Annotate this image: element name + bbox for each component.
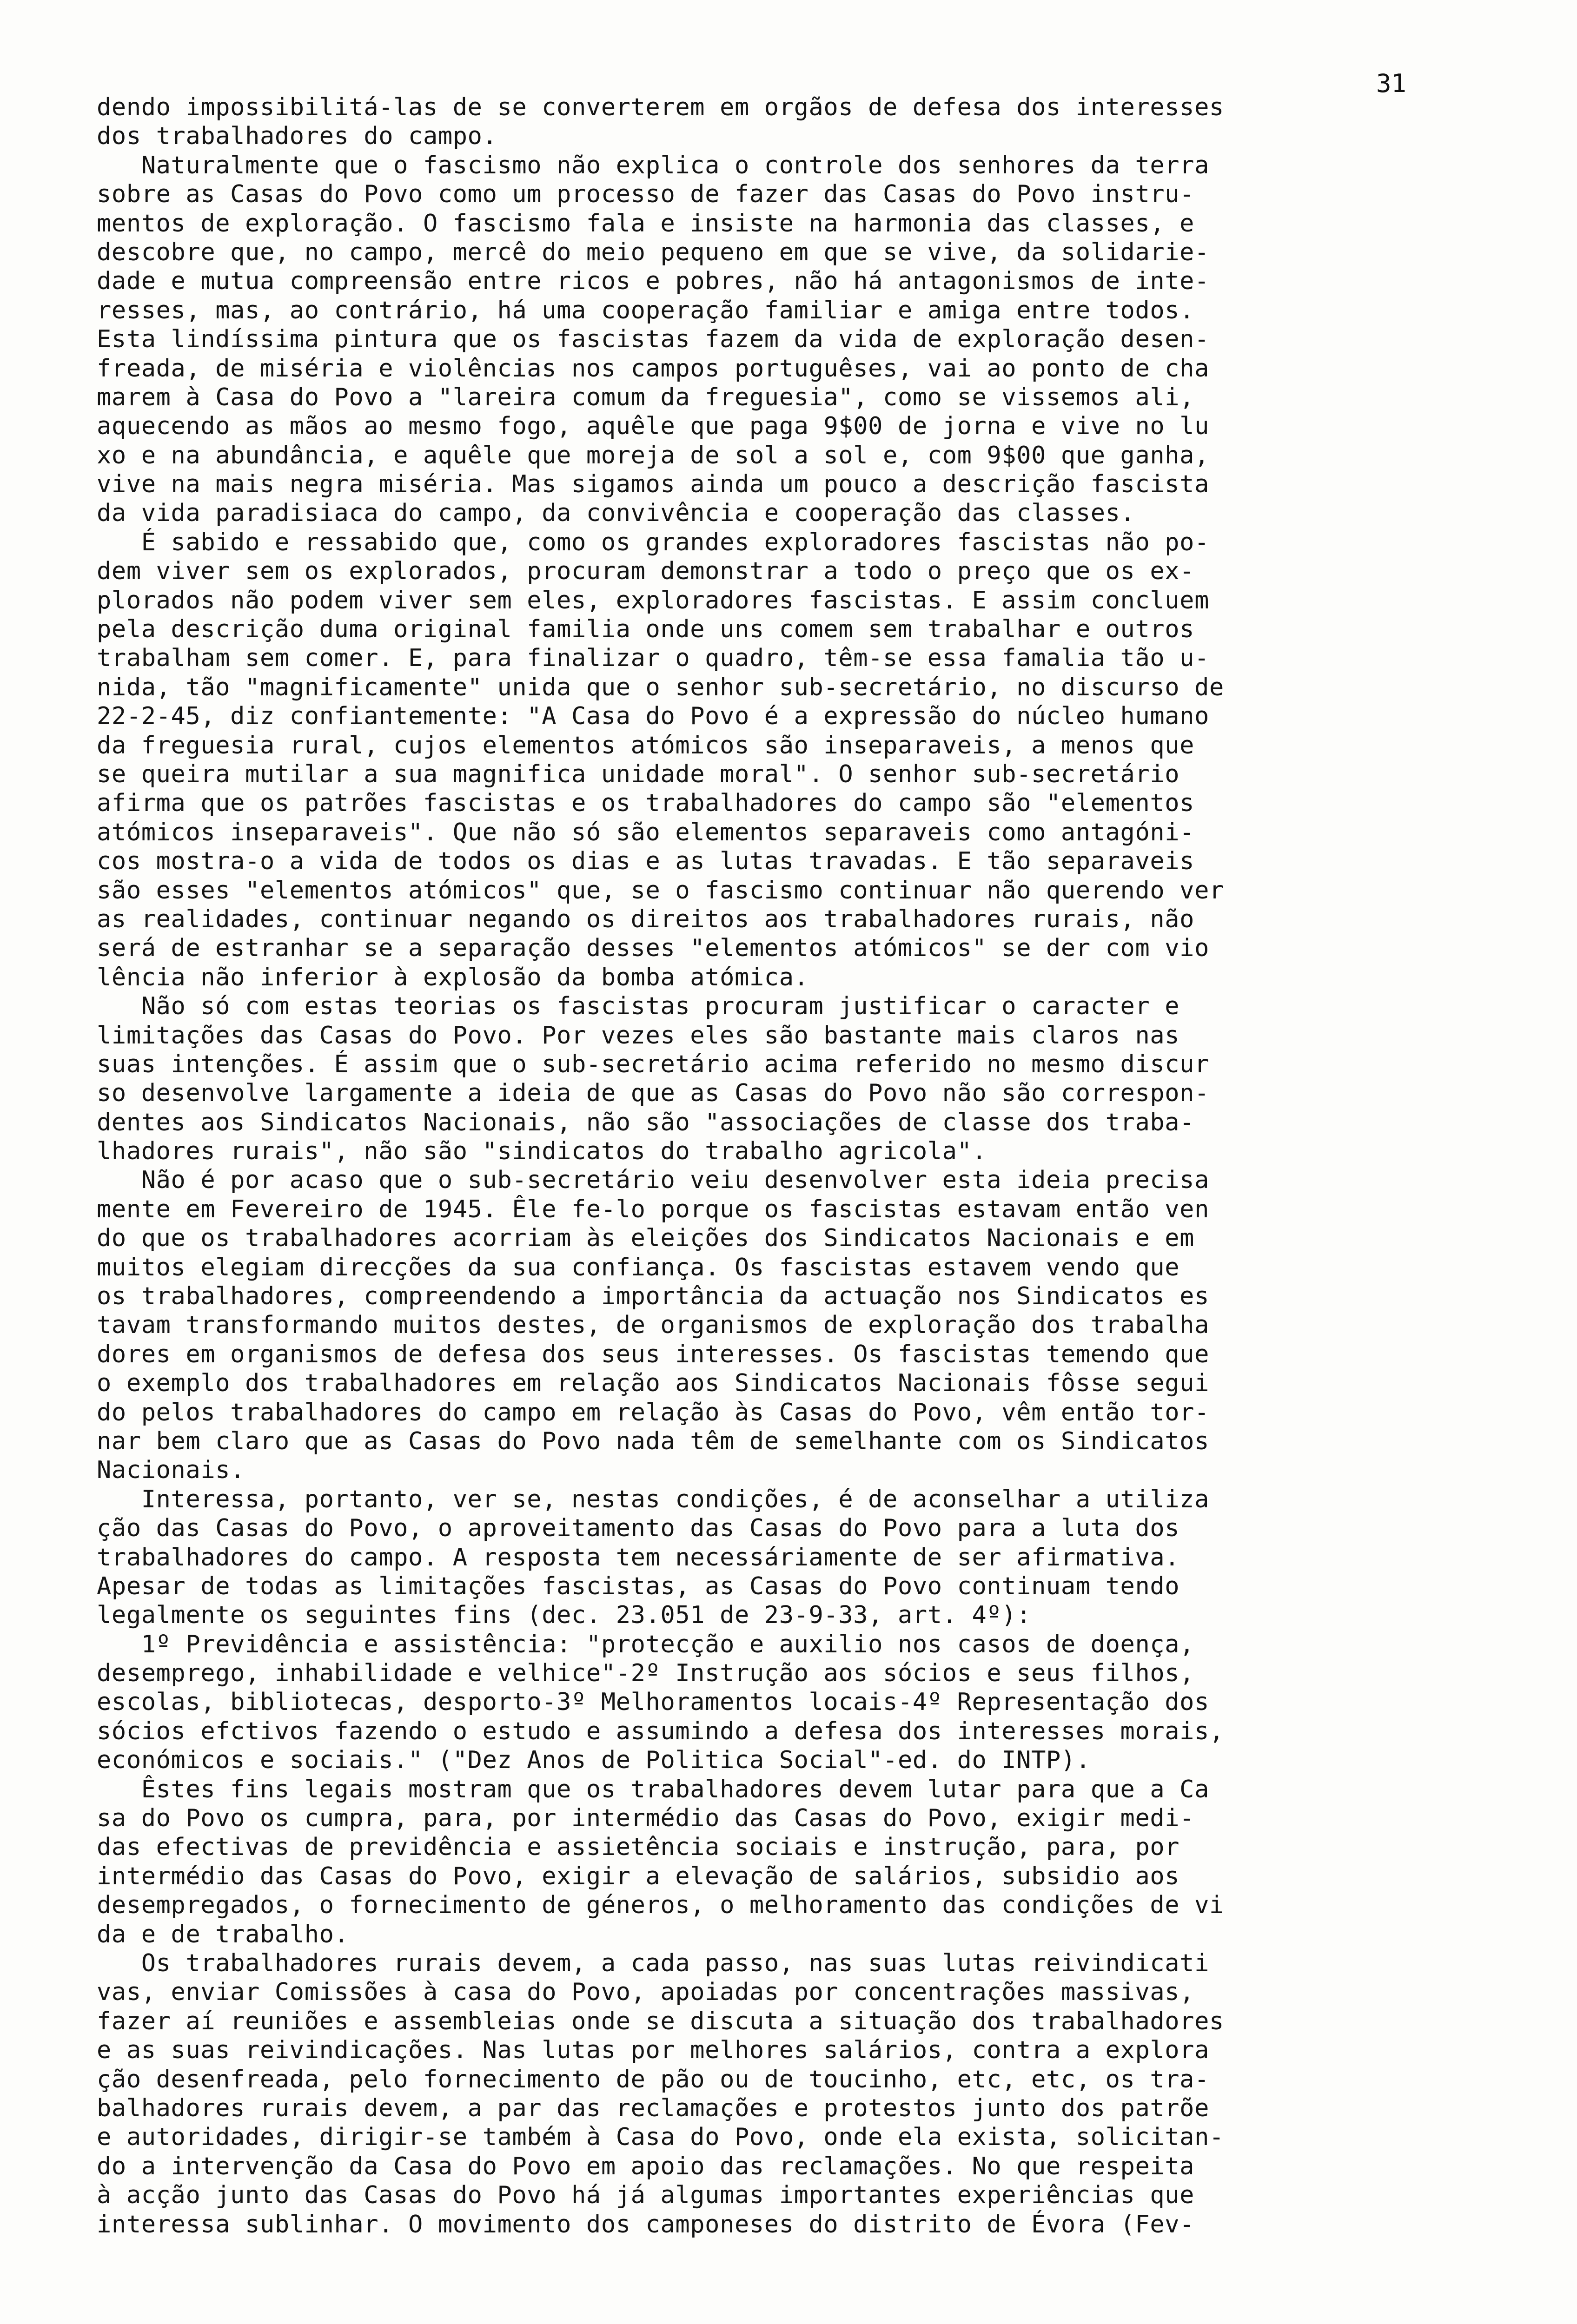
- text-line: os trabalhadores, compreendendo a importância da actuação nos Sindicatos es: [97, 1282, 1209, 1311]
- text-line: da freguesia rural, cujos elementos atómicos são inseparaveis, a menos que: [97, 731, 1195, 759]
- text-line: da e de trabalho.: [97, 1920, 349, 1948]
- text-line: da vida paradisiaca do campo, da convivência e cooperação das classes.: [97, 499, 1135, 528]
- text-line: mentos de exploração. O fascismo fala e insiste na harmonia das classes, e: [97, 209, 1195, 238]
- text-line: marem à Casa do Povo a "lareira comum da freguesia", como se vissemos ali,: [97, 383, 1195, 411]
- text-line: sa do Povo os cumpra, para, por intermédio das Casas do Povo, exigir medi-: [97, 1804, 1195, 1833]
- text-line: xo e na abundância, e aquêle que moreja de sol a sol e, com 9$00 que ganha,: [97, 441, 1209, 469]
- text-line: mente em Fevereiro de 1945. Êle fe-lo porque os fascistas estavam então ven: [97, 1195, 1209, 1223]
- text-line: do pelos trabalhadores do campo em relação às Casas do Povo, vêm então tor-: [97, 1398, 1209, 1426]
- text-line: Esta lindíssima pintura que os fascistas fazem da vida de exploração desen-: [97, 325, 1209, 354]
- text-line: legalmente os seguintes fins (dec. 23.051 de 23-9-33, art. 4º):: [97, 1601, 1032, 1630]
- text-line: Naturalmente que o fascismo não explica o controle dos senhores da terra: [97, 151, 1209, 179]
- text-line: as realidades, continuar negando os direitos aos trabalhadores rurais, não: [97, 905, 1195, 933]
- text-line: escolas, bibliotecas, desporto-3º Melhoramentos locais-4º Representação dos: [97, 1688, 1209, 1717]
- text-line: das efectivas de previdência e assietência sociais e instrução, para, por: [97, 1833, 1180, 1862]
- text-line: afirma que os patrões fascistas e os trabalhadores do campo são "elementos: [97, 789, 1195, 818]
- text-line: trabalhadores do campo. A resposta tem necessáriamente de ser afirmativa.: [97, 1543, 1180, 1571]
- text-line: Apesar de todas as limitações fascistas, as Casas do Povo continuam tendo: [97, 1572, 1180, 1600]
- text-line: lência não inferior à explosão da bomba atómica.: [97, 963, 809, 991]
- text-line: do a intervenção da Casa do Povo em apoio das reclamações. No que respeita: [97, 2152, 1195, 2180]
- text-line: Não é por acaso que o sub-secretário veiu desenvolver esta ideia precisa: [97, 1166, 1209, 1195]
- text-line: sócios efctivos fazendo o estudo e assumindo a defesa dos interesses morais,: [97, 1717, 1224, 1745]
- text-line: 1º Previdência e assistência: "protecção e auxilio nos casos de doença,: [97, 1630, 1195, 1658]
- text-line: vas, enviar Comissões à casa do Povo, apoiadas por concentrações massivas,: [97, 1978, 1195, 2007]
- text-line: ção desenfreada, pelo fornecimento de pão ou de toucinho, etc, etc, os tra-: [97, 2065, 1209, 2093]
- text-line: resses, mas, ao contrário, há uma cooperação familiar e amiga entre todos.: [97, 296, 1195, 324]
- text-line: suas intenções. É assim que o sub-secretário acima referido no mesmo discur: [97, 1050, 1209, 1078]
- text-line: nar bem claro que as Casas do Povo nada têm de semelhante com os Sindicatos: [97, 1427, 1209, 1455]
- text-line: pela descrição duma original familia onde uns comem sem trabalhar e outros: [97, 615, 1195, 644]
- text-line: dores em organismos de defesa dos seus interesses. Os fascistas temendo que: [97, 1340, 1209, 1368]
- text-line: interessa sublinhar. O movimento dos camponeses do distrito de Évora (Fev-: [97, 2210, 1195, 2238]
- text-line: lhadores rurais", não são "sindicatos do trabalho agricola".: [97, 1137, 987, 1166]
- text-line: intermédio das Casas do Povo, exigir a elevação de salários, subsidio aos: [97, 1862, 1180, 1890]
- text-line: aquecendo as mãos ao mesmo fogo, aquêle que paga 9$00 de jorna e vive no lu: [97, 412, 1209, 441]
- text-line: Interessa, portanto, ver se, nestas condições, é de aconselhar a utiliza: [97, 1485, 1209, 1513]
- text-line: Êstes fins legais mostram que os trabalhadores devem lutar para que a Ca: [97, 1775, 1209, 1803]
- text-line: e autoridades, dirigir-se também à Casa do Povo, onde ela exista, solicitan-: [97, 2123, 1224, 2152]
- text-line: vive na mais negra miséria. Mas sigamos ainda um pouco a descrição fascista: [97, 470, 1209, 499]
- text-line: atómicos inseparaveis". Que não só são elementos separaveis como antagóni-: [97, 818, 1195, 846]
- text-line: sobre as Casas do Povo como um processo de fazer das Casas do Povo instru-: [97, 180, 1195, 209]
- text-line: do que os trabalhadores acorriam às eleições dos Sindicatos Nacionais e em: [97, 1224, 1195, 1253]
- text-line: 22-2-45, diz confiantemente: "A Casa do Povo é a expressão do núcleo humano: [97, 702, 1209, 731]
- text-line: se queira mutilar a sua magnifica unidade moral". O senhor sub-secretário: [97, 760, 1180, 788]
- text-line: balhadores rurais devem, a par das reclamações e protestos junto dos patrõe: [97, 2094, 1209, 2122]
- text-line: muitos elegiam direcções da sua confiança. Os fascistas estavem vendo que: [97, 1253, 1180, 1281]
- text-line: dos trabalhadores do campo.: [97, 122, 497, 151]
- text-line: são esses "elementos atómicos" que, se o fascismo continuar não querendo ver: [97, 876, 1224, 905]
- text-line: limitações das Casas do Povo. Por vezes eles são bastante mais claros nas: [97, 1021, 1180, 1050]
- text-line: ção das Casas do Povo, o aproveitamento das Casas do Povo para a luta dos: [97, 1514, 1180, 1543]
- text-line: cos mostra-o a vida de todos os dias e as lutas travadas. E tão separaveis: [97, 847, 1195, 876]
- text-line: será de estranhar se a separação desses "elementos atómicos" se der com vio: [97, 934, 1209, 963]
- text-line: dendo impossibilitá-las de se converterem em orgãos de defesa dos interesses: [97, 93, 1224, 121]
- text-line: É sabido e ressabido que, como os grandes exploradores fascistas não po-: [97, 528, 1209, 556]
- text-line: desemprego, inhabilidade e velhice"-2º Instrução aos sócios e seus filhos,: [97, 1659, 1195, 1688]
- text-line: Não só com estas teorias os fascistas procuram justificar o caracter e: [97, 992, 1180, 1021]
- text-line: à acção junto das Casas do Povo há já algumas importantes experiências que: [97, 2181, 1195, 2210]
- text-line: tavam transformando muitos destes, de organismos de exploração dos trabalha: [97, 1311, 1209, 1340]
- text-line: económicos e sociais." ("Dez Anos de Politica Social"-ed. do INTP).: [97, 1746, 1091, 1775]
- text-line: fazer aí reuniões e assembleias onde se discuta a situação dos trabalhadores: [97, 2007, 1224, 2035]
- text-line: Os trabalhadores rurais devem, a cada passo, nas suas lutas reivindicati: [97, 1949, 1209, 1977]
- text-line: Nacionais.: [97, 1456, 245, 1485]
- text-line: dentes aos Sindicatos Nacionais, não são "associações de classe dos traba-: [97, 1108, 1195, 1136]
- text-line: so desenvolve largamente a ideia de que as Casas do Povo não são correspon-: [97, 1079, 1209, 1108]
- text-line: desempregados, o fornecimento de géneros, o melhoramento das condições de vi: [97, 1891, 1224, 1920]
- text-line: freada, de miséria e violências nos campos portuguêses, vai ao ponto de cha: [97, 354, 1209, 383]
- text-line: trabalham sem comer. E, para finalizar o quadro, têm-se essa famalia tão u-: [97, 644, 1209, 673]
- text-line: descobre que, no campo, mercê do meio pequeno em que se vive, da solidarie-: [97, 238, 1209, 266]
- text-line: nida, tão "magnificamente" unida que o senhor sub-secretário, no discurso de: [97, 673, 1224, 701]
- body-text: [97, 93, 1491, 2239]
- text-line: dade e mutua compreensão entre ricos e pobres, não há antagonismos de inte-: [97, 267, 1209, 296]
- text-line: plorados não podem viver sem eles, exploradores fascistas. E assim concluem: [97, 586, 1209, 614]
- text-line: e as suas reivindicações. Nas lutas por melhores salários, contra a explora: [97, 2036, 1209, 2065]
- text-line: dem viver sem os explorados, procuram demonstrar a todo o preço que os ex-: [97, 557, 1195, 586]
- page-number: 31: [1376, 69, 1407, 98]
- text-line: o exemplo dos trabalhadores em relação aos Sindicatos Nacionais fôsse segui: [97, 1369, 1209, 1398]
